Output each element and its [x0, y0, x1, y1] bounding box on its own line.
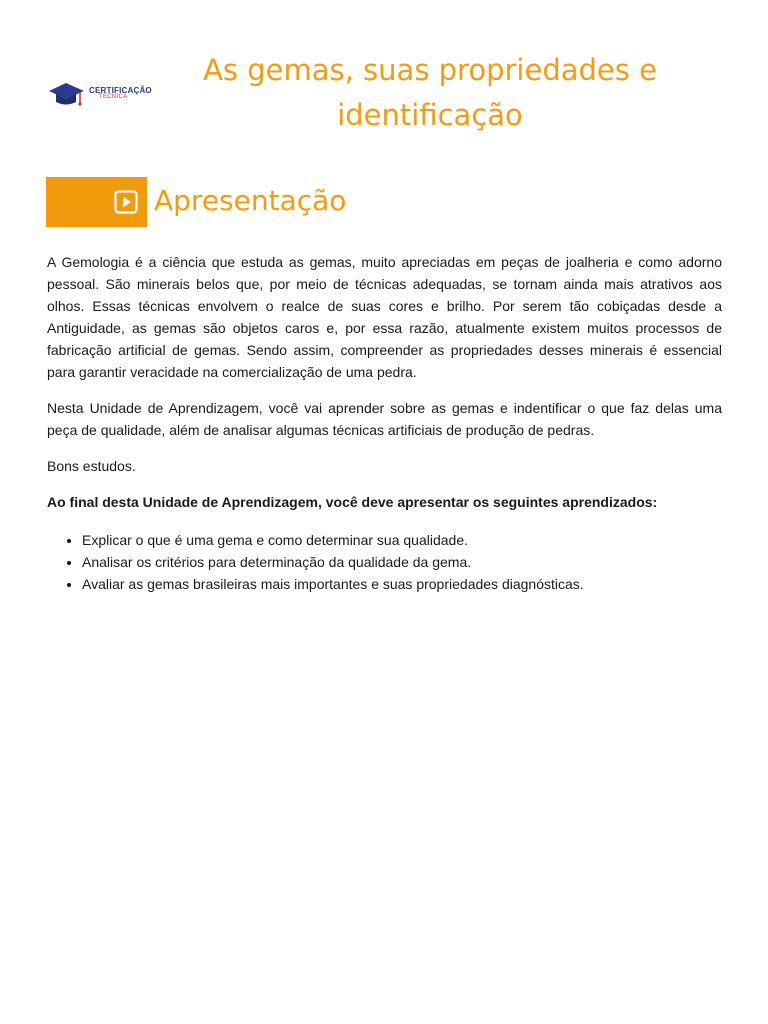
- document-title: As gemas, suas propriedades e identificação: [203, 53, 657, 132]
- greeting-paragraph: Bons estudos.: [47, 458, 136, 474]
- unit-paragraph: Nesta Unidade de Aprendizagem, você vai aprender sobre as gemas e indentificar o que faz delas uma peça de qualidade, além de analisar algumas técnicas artificiais de produção de pedras.: [47, 400, 722, 438]
- play-icon: [114, 190, 138, 214]
- section-title: Apresentação: [154, 184, 347, 217]
- objectives-heading: Ao final desta Unidade de Aprendizagem, você deve apresentar os seguintes aprendizados:: [47, 494, 658, 510]
- logo-line-1: CERTIFICAÇÃO: [89, 86, 152, 95]
- intro-paragraph: A Gemologia é a ciência que estuda as gemas, muito apreciadas em peças de joalheria e como adorno pessoal. São minerais belos que, por meio de técnicas adequadas, se tornam ainda mais atrativos aos olhos. Essas técnicas envolvem o realce de suas cores e brilho. Por serem tão cobiçadas desde a Antiguidade, as gemas são objetos caros e, por essa razão, atualmente existem muitos processos de fabricação artificial de gemas. Sendo assim, compreender as propriedades desses minerais é essencial para garantir veracidade na comercialização de uma pedra.: [47, 254, 722, 380]
- certificacao-tecnica-logo: [47, 79, 152, 109]
- list-item: • Analisar os critérios para determinação da qualidade da gema.: [82, 551, 722, 573]
- graduation-cap-icon: [47, 79, 87, 109]
- list-item: • Avaliar as gemas brasileiras mais importantes e suas propriedades diagnósticas.: [82, 573, 722, 595]
- section-banner: [46, 177, 147, 227]
- objectives-list: [47, 529, 722, 595]
- logo-line-2: TÉCNICA: [99, 94, 128, 100]
- main-content: [47, 251, 722, 595]
- list-item: • Explicar o que é uma gema e como determinar sua qualidade.: [82, 529, 722, 551]
